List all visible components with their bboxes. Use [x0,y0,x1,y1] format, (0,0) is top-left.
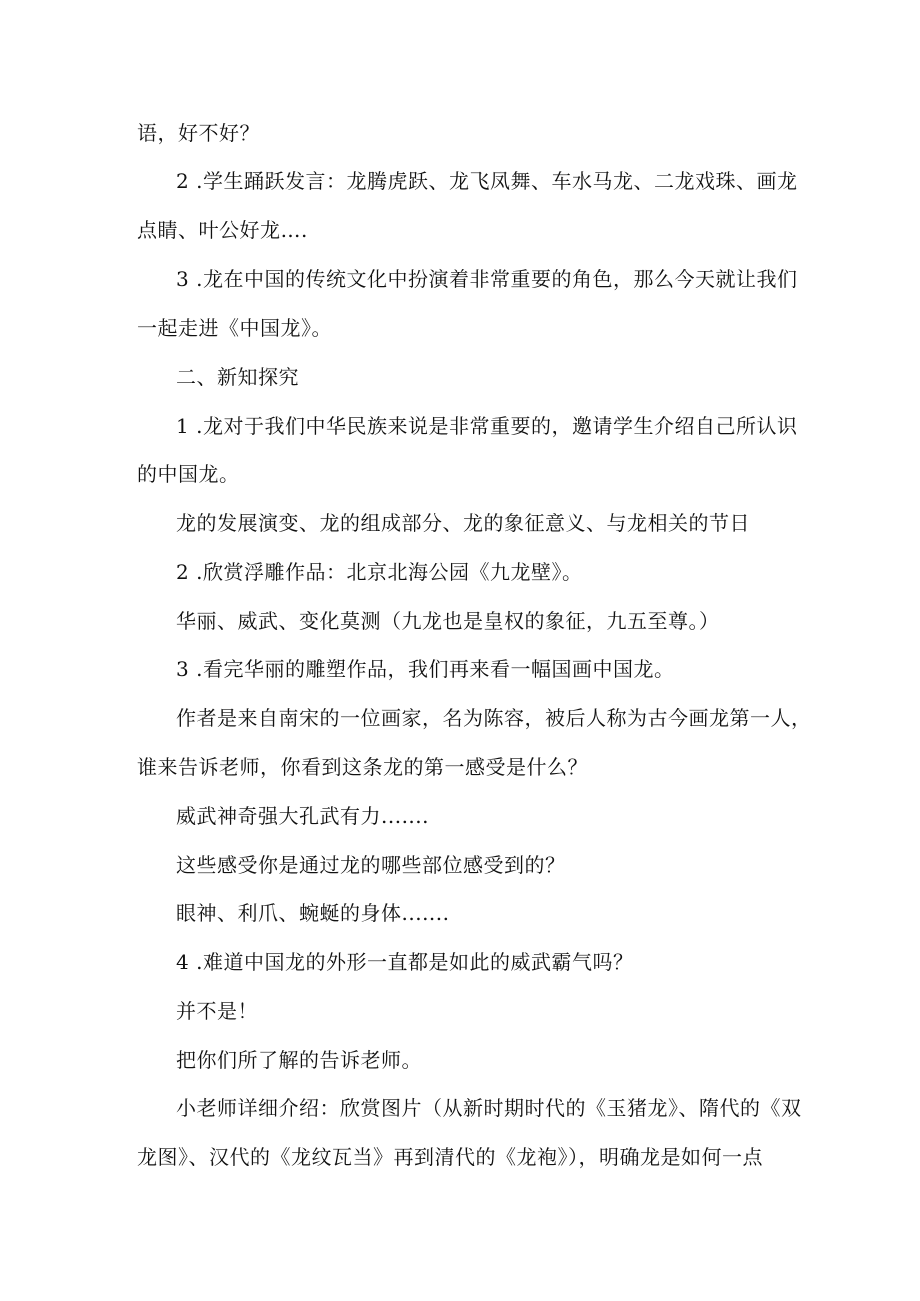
list-item-4: 4 .难道中国龙的外形一直都是如此的威武霸气吗？ [176,950,634,974]
text-line: 把你们所了解的告诉老师。 [176,1048,422,1072]
list-item-2: 2 .学生踊跃发言：龙腾虎跃、龙飞凤舞、车水马龙、二龙戏珠、画龙 [176,169,798,193]
text-line: 威武神奇强大孔武有力....... [176,804,430,828]
text-line: 并不是！ [176,999,258,1023]
text-line-continuation: 的中国龙。 [137,462,240,486]
text-line: 这些感受你是通过龙的哪些部位感受到的？ [176,853,566,877]
text-line: 眼神、利爪、蜿蜒的身体....... [176,901,450,925]
text-line-continuation: 龙图》、汉代的《龙纹瓦当》再到清代的《龙袍》），明确龙是如何一点 [137,1145,763,1169]
text-line-continuation: 谁来告诉老师，你看到这条龙的第一感受是什么？ [137,755,588,779]
text-line: 小老师详细介绍：欣赏图片（从新时期时代的《玉猪龙》、隋代的《双 [176,1096,802,1120]
list-item-3: 3 .看完华丽的雕塑作品，我们再来看一幅国画中国龙。 [176,657,675,681]
text-line: 龙的发展演变、龙的组成部分、龙的象征意义、与龙相关的节日 [176,511,750,535]
list-item-3: 3 .龙在中国的传统文化中扮演着非常重要的角色，那么今天就让我们 [176,267,798,291]
text-line-continuation: 点睛、叶公好龙…. [137,218,308,242]
section-heading: 二、新知探究 [176,365,299,389]
text-line: 华丽、威武、变化莫测（九龙也是皇权的象征，九五至尊。） [176,609,720,633]
text-line: 作者是来自南宋的一位画家，名为陈容，被后人称为古今画龙第一人， [176,706,812,730]
list-item-1: 1 .龙对于我们中华民族来说是非常重要的，邀请学生介绍自己所认识 [176,414,798,438]
list-item-2: 2 .欣赏浮雕作品：北京北海公园《九龙壁》。 [176,560,583,584]
text-line-1: 语，好不好？ [137,121,260,145]
text-line-continuation: 一起走进《中国龙》。 [137,316,332,340]
